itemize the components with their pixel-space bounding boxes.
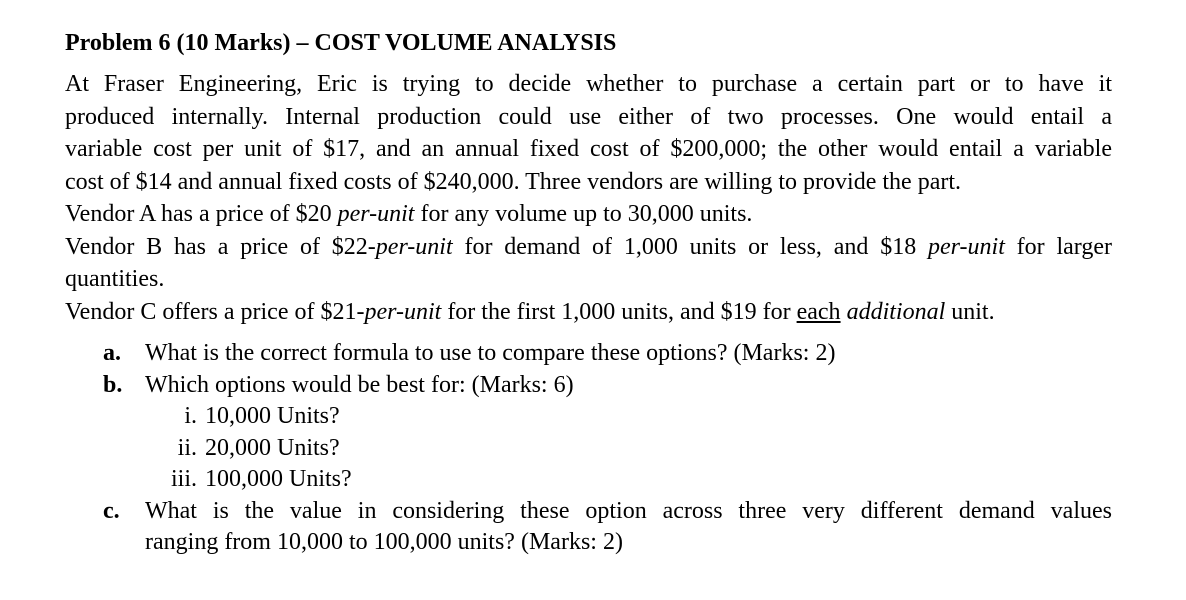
- intro-line-4: cost of $14 and annual fixed costs of $240,000. Three vendors are willing to provide the part.: [65, 168, 962, 195]
- vendor-b-line: [65, 231, 1112, 264]
- question-b-sub-iii: [65, 464, 1112, 496]
- vendor-c-line: [65, 296, 1112, 329]
- question-b-sub-i: [65, 401, 1112, 433]
- vendor-a-post: for any volume up to 30,000 units.: [414, 201, 753, 227]
- vendor-c-post: unit.: [945, 298, 995, 325]
- vendor-b-mid: for demand of 1,000 units or less, and $18: [452, 233, 929, 260]
- intro-line-1: At Fraser Engineering, Eric is trying to decide whether to purchase a certain part or to have it: [65, 71, 1112, 97]
- question-b-label: b.: [103, 371, 123, 398]
- vendor-b-italic-2: per-unit: [928, 233, 1005, 260]
- vendor-a-italic: per-unit: [337, 201, 415, 227]
- problem-title: Problem 6 (10 Marks) – COST VOLUME ANALYSIS: [65, 30, 617, 56]
- question-b-text: Which options would be best for: (Marks: 6): [145, 371, 574, 398]
- vendor-c-mid: for the first 1,000 units, and $19 for: [441, 298, 797, 325]
- question-c-line-1: What is the value in considering these option across three very different demand values: [145, 497, 1112, 524]
- question-c-line-2: ranging from 10,000 to 100,000 units? (Marks: 2): [145, 529, 623, 555]
- question-a: [65, 338, 1112, 370]
- vendor-b-post: for larger: [1004, 233, 1113, 260]
- question-b-sub-ii: [65, 433, 1112, 465]
- question-a-text: What is the correct formula to use to compare these options? (Marks: 2): [145, 340, 836, 366]
- sub-iii-text: 100,000 Units?: [205, 466, 352, 492]
- vendor-c-pre: Vendor C offers a price of $21-: [65, 298, 365, 325]
- sub-i-label: i.: [184, 403, 197, 429]
- question-c: [65, 496, 1112, 559]
- vendor-a-pre: Vendor A has a price of $20: [65, 201, 338, 227]
- sub-i-text: 10,000 Units?: [205, 403, 340, 429]
- question-list: [65, 338, 1112, 559]
- sub-iii-label: iii.: [170, 466, 197, 492]
- sub-ii-label: ii.: [177, 434, 197, 461]
- vendor-c-italic-2: additional: [846, 298, 946, 325]
- vendor-c-italic-1: per-unit: [364, 298, 442, 325]
- question-b: [65, 370, 1112, 402]
- vendor-b-pre: Vendor B has a price of $22-: [65, 233, 376, 260]
- intro-line-2: produced internally. Internal production could use either of two processes. One would entail a: [65, 103, 1112, 130]
- vendor-c-underlined: each: [796, 298, 841, 325]
- intro-line-3: variable cost per unit of $17, and an annual fixed cost of $200,000; the other would entail a variable: [65, 136, 1112, 162]
- vendor-a-line: [65, 198, 1112, 231]
- question-a-label: a.: [103, 340, 121, 366]
- vendor-b-italic-1: per-unit: [375, 233, 453, 260]
- vendor-b-line-2: quantities.: [65, 266, 165, 292]
- problem-statement: [65, 68, 1112, 328]
- sub-ii-text: 20,000 Units?: [205, 434, 340, 461]
- question-c-label: c.: [103, 497, 120, 524]
